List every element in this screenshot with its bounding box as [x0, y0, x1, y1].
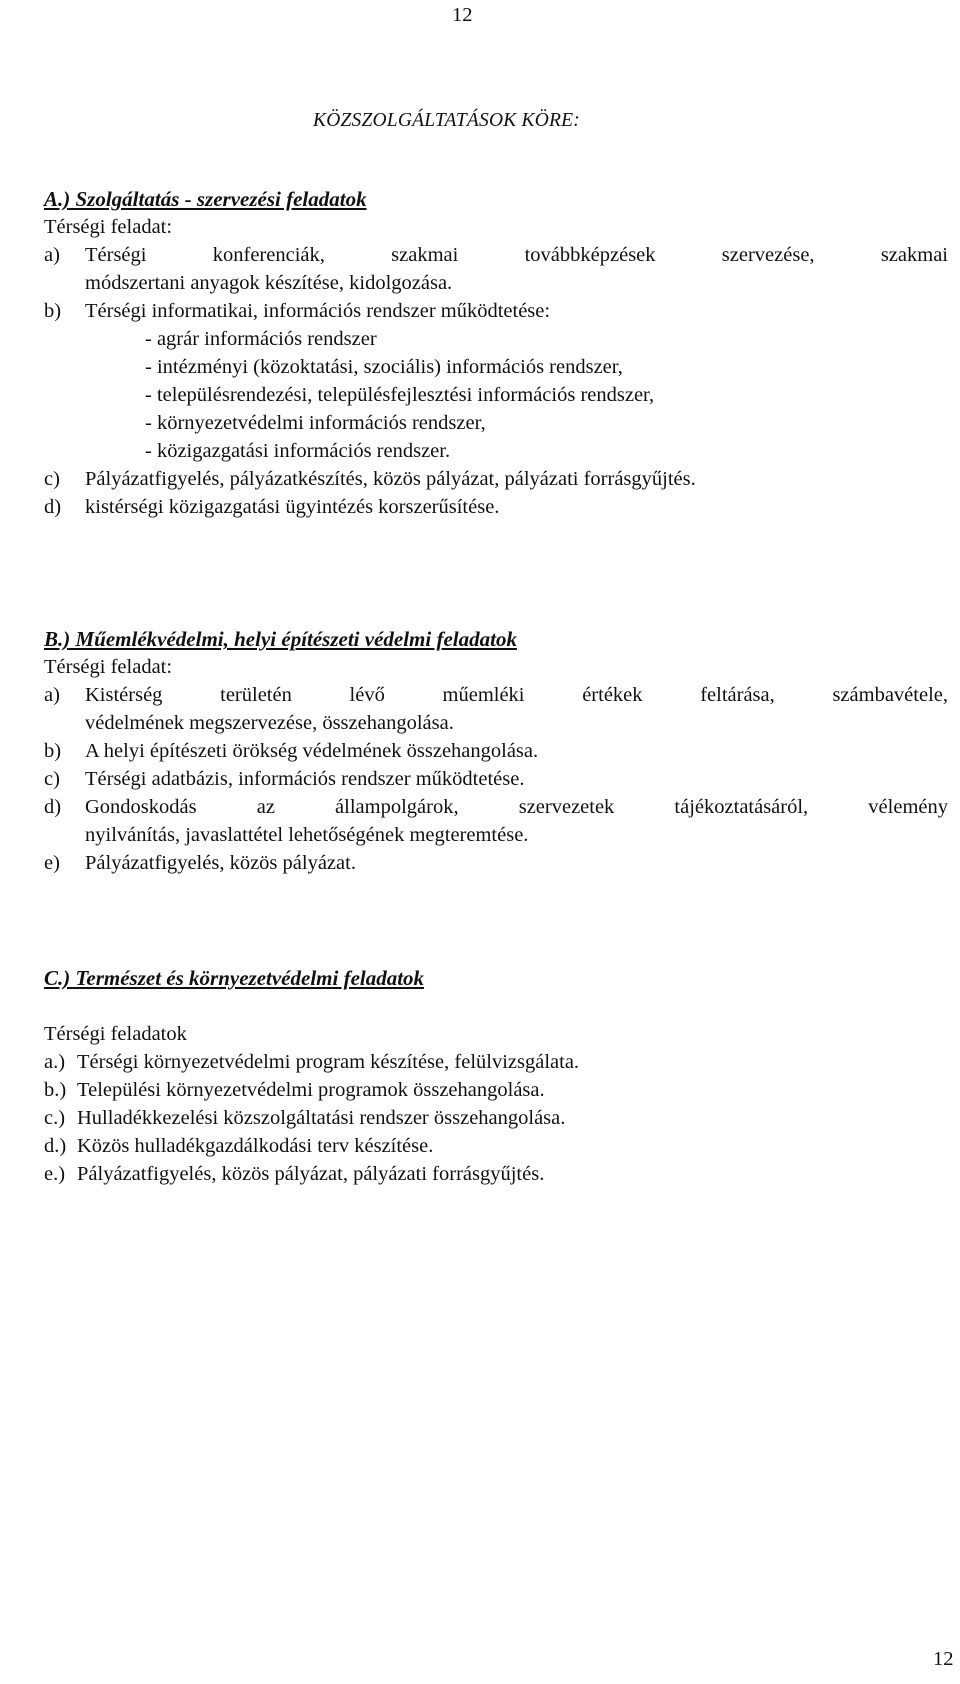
- item-label: a.): [44, 1051, 66, 1073]
- section-b-item-e: [44, 849, 948, 877]
- item-label: d): [44, 496, 62, 518]
- section-b-heading: B.) Műemlékvédelmi, helyi építészeti védelmi feladatok: [44, 627, 517, 651]
- item-text-line2: nyilvánítás, javaslattétel lehetőségének megteremtése.: [85, 824, 529, 846]
- section-a-heading: A.) Szolgáltatás - szervezési feladatok: [44, 187, 367, 211]
- item-text-line1: Gondoskodás az állampolgárok, szervezetek tájékoztatásáról, vélemény: [85, 796, 948, 818]
- subitem-kozigazgatasi: - közigazgatási információs rendszer.: [145, 440, 451, 462]
- section-a-item-a: [44, 241, 948, 297]
- subitem-intezmenyi: - intézményi (közoktatási, szociális) információs rendszer,: [145, 356, 623, 378]
- item-label: c.): [44, 1107, 66, 1129]
- item-text: Közös hulladékgazdálkodási terv készítése.: [77, 1135, 434, 1157]
- section-c-item: [44, 1132, 948, 1160]
- subitem-agrar: - agrár információs rendszer: [145, 328, 377, 350]
- subitem-telepulesrendezesi: - településrendezési, településfejlesztési információs rendszer,: [145, 384, 655, 406]
- item-label: b.): [44, 1079, 67, 1101]
- item-label: e.): [44, 1163, 66, 1185]
- item-text: Pályázatfigyelés, közös pályázat.: [85, 852, 356, 874]
- item-label: c): [44, 768, 60, 790]
- item-text: A helyi építészeti örökség védelmének összehangolása.: [85, 740, 539, 762]
- item-label: d.): [44, 1135, 67, 1157]
- item-text: Pályázatfigyelés, pályázatkészítés, közös pályázat, pályázati forrásgyűjtés.: [85, 468, 696, 490]
- section-b: [44, 625, 948, 877]
- section-a-item-c: [44, 465, 948, 493]
- page-number-bottom: 12: [933, 1648, 954, 1670]
- section-b-item-b: [44, 737, 948, 765]
- item-label: e): [44, 852, 60, 874]
- item-text: kistérségi közigazgatási ügyintézés korszerűsítése.: [85, 496, 500, 518]
- section-a-subheading: Térségi feladat:: [44, 216, 173, 238]
- item-text-line2: védelmének megszervezése, összehangolása.: [85, 712, 454, 734]
- section-c-subheading: Térségi feladatok: [44, 1023, 187, 1045]
- section-c-item: [44, 1048, 948, 1076]
- section-a-item-d: [44, 493, 948, 521]
- section-c-heading: C.) Természet és környezetvédelmi feladatok: [44, 966, 425, 990]
- section-c-item: [44, 1076, 948, 1104]
- page-number-top: 12: [452, 4, 473, 26]
- item-text: Térségi adatbázis, információs rendszer működtetése.: [85, 768, 525, 790]
- item-text: Térségi informatikai, információs rendszer működtetése:: [85, 300, 551, 322]
- item-text: Települési környezetvédelmi programok összehangolása.: [77, 1079, 545, 1101]
- item-label: d): [44, 796, 62, 818]
- item-text-line2: módszertani anyagok készítése, kidolgozása.: [85, 272, 453, 294]
- item-label: c): [44, 468, 60, 490]
- item-label: a): [44, 684, 60, 706]
- item-text-line1: Kistérség területén lévő műemléki értékek feltárása, számbavétele,: [85, 684, 948, 706]
- section-b-subheading: Térségi feladat:: [44, 656, 173, 678]
- item-text: Térségi környezetvédelmi program készítése, felülvizsgálata.: [77, 1051, 580, 1073]
- item-label: b): [44, 740, 62, 762]
- section-b-item-d: [44, 793, 948, 849]
- section-a-item-b: [44, 297, 948, 325]
- item-text-line1: Térségi konferenciák, szakmai továbbképzések szervezése, szakmai: [85, 244, 948, 266]
- item-text: Hulladékkezelési közszolgáltatási rendszer összehangolása.: [77, 1107, 566, 1129]
- section-c-item: [44, 1160, 948, 1188]
- section-a: [44, 185, 948, 521]
- section-b-item-a: [44, 681, 948, 737]
- section-c-item: [44, 1104, 948, 1132]
- section-c: [44, 964, 948, 1188]
- subitem-kornyezetvedelmi: - környezetvédelmi információs rendszer,: [145, 412, 486, 434]
- item-label: a): [44, 244, 60, 266]
- section-b-item-c: [44, 765, 948, 793]
- item-text: Pályázatfigyelés, közös pályázat, pályázati forrásgyűjtés.: [77, 1163, 545, 1185]
- item-label: b): [44, 300, 62, 322]
- main-title: KÖZSZOLGÁLTATÁSOK KÖRE:: [313, 110, 580, 131]
